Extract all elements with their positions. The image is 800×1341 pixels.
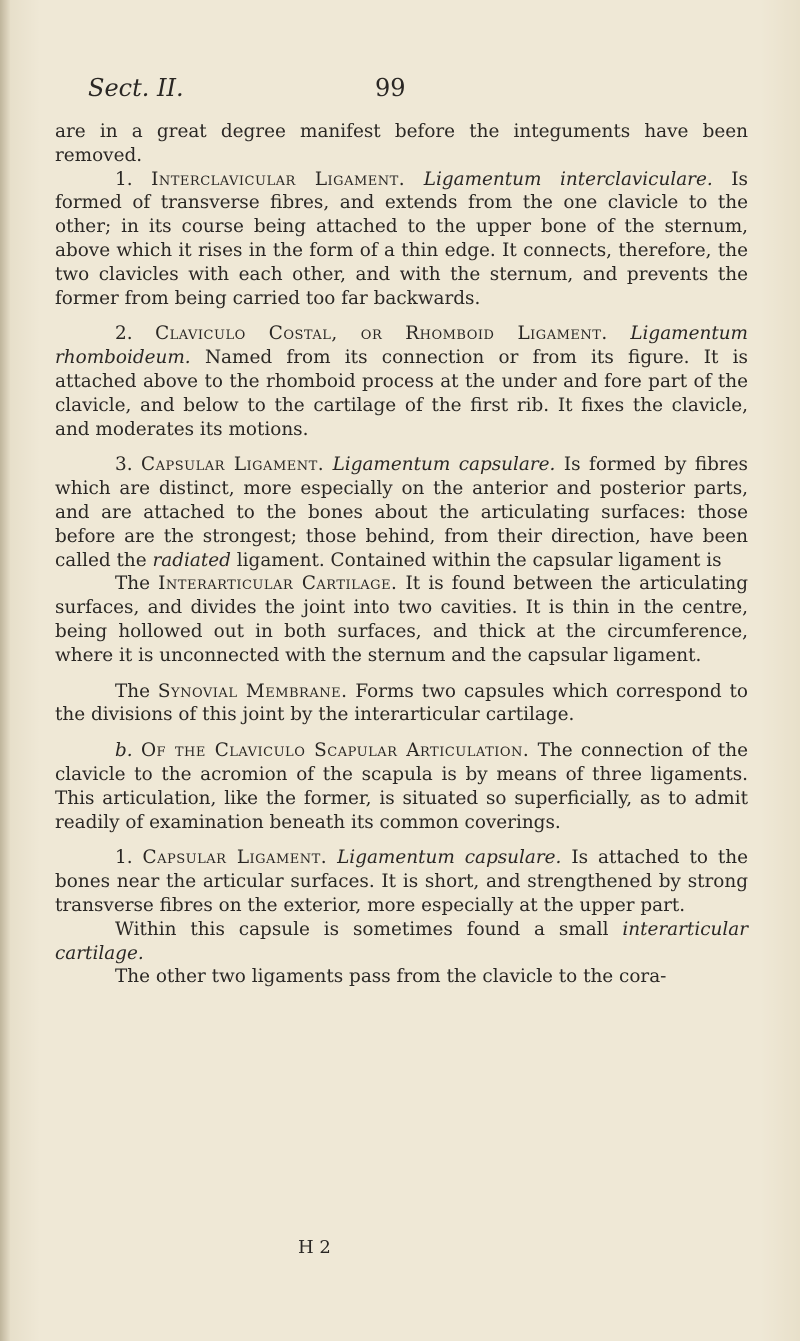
paragraph-claviculo-scapular: b. Of the Claviculo Scapular Articulation. The connection of the clavicle to the acromion of the scapula is by means of three ligaments. This articulation, like the former, is situated so superficially, as to admit readily of examination beneath its common coverings. <box>55 740 748 833</box>
paragraph-synovial-membrane: The Synovial Membrane. Forms two capsules which correspond to the divisions of this joint by the interarticular cartilage. <box>55 680 748 726</box>
paragraph-interarticular-note: Within this capsule is sometimes found a small interarticular cartilage. <box>55 918 748 964</box>
heading-synovial-membrane: Synovial Membrane. <box>157 680 348 702</box>
paragraph-capsular-ligament: 3. Capsular Ligament. Ligamentum capsulare. Is formed by fibres which are distinct, more especially on the anterior and posterior parts, and are attached to the bones about the articulating surfaces: those before are the strongest; those behind, from their direction, have been called the radiated ligament. Contained within the capsular ligament is <box>55 454 748 571</box>
heading-interclavicular-ligament: Interclavicular Ligament. <box>151 168 406 190</box>
heading-capsular-ligament-2: Capsular Ligament. <box>142 847 328 869</box>
running-header <box>88 74 728 108</box>
body-text <box>55 120 748 989</box>
page-edge <box>0 0 10 1341</box>
signature-mark: H 2 <box>298 1237 331 1258</box>
heading-interarticular-cartilage: Interarticular Cartilage. <box>158 573 398 595</box>
paragraph-capsular-ligament-scapular: 1. Capsular Ligament. Ligamentum capsulare. Is attached to the bones near the articular surfaces. It is short, and strengthened by strong transverse fibres on the exterior, more especially at the upper part. <box>55 847 748 916</box>
page-number: 99 <box>375 74 406 102</box>
paragraph-interarticular-cartilage: The Interarticular Cartilage. It is found between the articulating surfaces, and divides the joint into two cavities. It is thin in the centre, being hollowed out in both surfaces, and thick at the circumference, where it is unconnected with the sternum and the capsular ligament. <box>55 573 748 666</box>
heading-rhomboid-ligament: Claviculo Costal, or Rhomboid Ligament. <box>155 323 608 345</box>
paragraph-rhomboid-ligament: 2. Claviculo Costal, or Rhomboid Ligament. Ligamentum rhomboideum. Named from its connection or from its figure. It is attached above to the rhomboid process at the under and fore part of the clavicle, and below to the cartilage of the first rib. It fixes the clavicle, and moderates its motions. <box>55 323 748 440</box>
paragraph-interclavicular-ligament: 1. Interclavicular Ligament. Ligamentum interclaviculare. Is formed of transverse fibres, and extends from the one clavicle to the other; in its course being attached to the upper bone of the sternum, above which it rises in the form of a thin edge. It connects, therefore, the two clavicles with each other, and with the sternum, and prevents the former from being carried too far backwards. <box>55 168 748 309</box>
heading-capsular-ligament: Capsular Ligament. <box>141 454 325 476</box>
paragraph-continuation: are in a great degree manifest before the integuments have been removed. <box>55 121 748 166</box>
section-label: Sect. II. <box>88 74 184 102</box>
heading-claviculo-scapular: Of the Claviculo Scapular Articulation. <box>140 740 530 762</box>
paragraph-other-ligaments: The other two ligaments pass from the clavicle to the cora- <box>115 966 667 988</box>
